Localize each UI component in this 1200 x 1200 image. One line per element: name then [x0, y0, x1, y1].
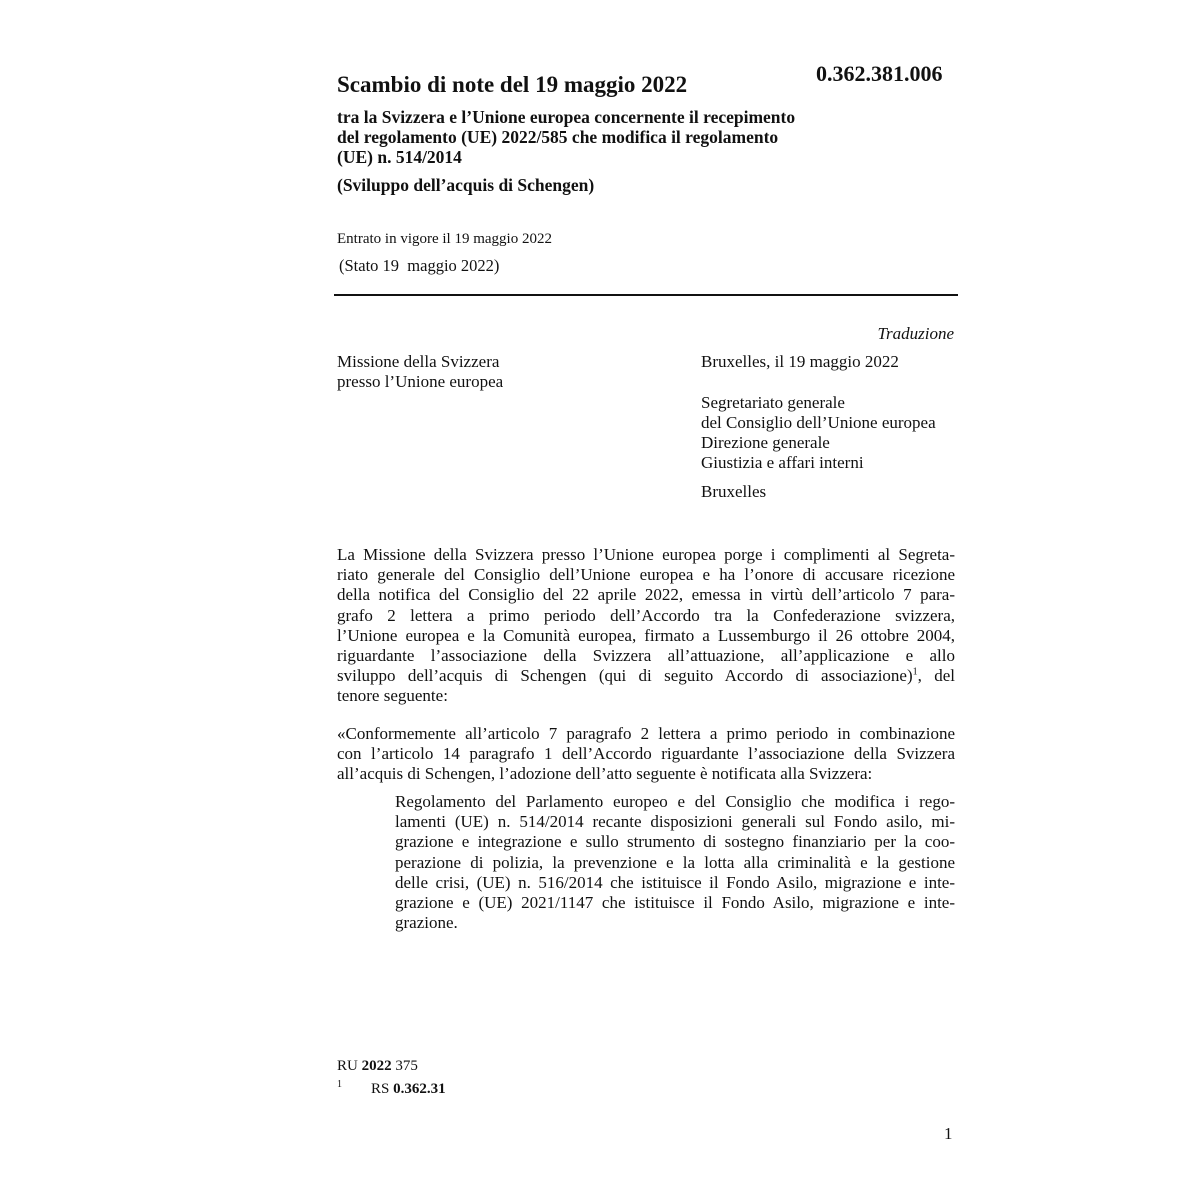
- ru-prefix: RU: [337, 1058, 358, 1074]
- quote-line: «Conformemente all’articolo 7 paragrafo 2 lettera a primo periodo in combinazione: [337, 724, 955, 743]
- body-paragraph: [337, 545, 955, 707]
- body-line: grafo 2 lettera a primo periodo dell’Accordo tra la Confederazione svizzera,: [337, 605, 955, 625]
- body-line-text: sviluppo dell’acquis di Schengen (qui di seguito Accordo di associazione): [337, 666, 913, 686]
- subtitle-line: tra la Svizzera e l’Unione europea concernente il recepimento: [337, 107, 796, 127]
- document-subtitle: [337, 107, 897, 167]
- quote-paragraph: [337, 724, 955, 785]
- ru-reference: [337, 1058, 418, 1075]
- recipient-line: Direzione generale: [701, 433, 830, 452]
- recipient-city: Bruxelles: [701, 482, 767, 501]
- footnote-link[interactable]: 0.362.31: [393, 1081, 446, 1097]
- regulation-paragraph: [395, 792, 955, 933]
- regulation-line: lamenti (UE) n. 514/2014 recante disposizioni generali sul Fondo asilo, mi-: [395, 812, 955, 832]
- recipient-line: Segretariato generale: [701, 393, 845, 412]
- footnote-reference[interactable]: 1: [912, 666, 918, 678]
- regulation-line: perazione di polizia, la prevenzione e la lotta alla criminalità e la gestione: [395, 852, 955, 872]
- regulation-line: grazione.: [395, 913, 458, 933]
- footnote: [337, 1079, 446, 1098]
- regulation-line: delle crisi, (UE) n. 516/2014 che istituisce il Fondo Asilo, migrazione e inte-: [395, 872, 955, 892]
- header-divider: [334, 294, 958, 296]
- recipient-address: [701, 393, 936, 473]
- body-line: tenore seguente:: [337, 686, 448, 706]
- footnote-prefix: RS: [371, 1081, 390, 1097]
- document-title: Scambio di note del 19 maggio 2022: [337, 72, 688, 97]
- sender-line: Missione della Svizzera: [337, 352, 500, 371]
- body-line: La Missione della Svizzera presso l’Unione europea porge i complimenti al Segreta-: [337, 545, 955, 564]
- regulation-line: grazione e (UE) 2021/1147 che istituisce il Fondo Asilo, migrazione e inte-: [395, 892, 955, 912]
- recipient-line: del Consiglio dell’Unione europea: [701, 413, 936, 432]
- regulation-line: grazione e integrazione e sullo strumento di sostegno finanziario per la coo-: [395, 832, 955, 852]
- body-line: della notifica del Consiglio del 22 aprile 2022, emessa in virtù dell’articolo 7 para-: [337, 585, 955, 605]
- body-line: riguardante l’associazione della Svizzera all’attuazione, all’applicazione e allo: [337, 645, 955, 665]
- place-date: Bruxelles, il 19 maggio 2022: [701, 352, 899, 371]
- sr-number: 0.362.381.006: [816, 61, 943, 86]
- regulation-line: Regolamento del Parlamento europeo e del Consiglio che modifica i rego-: [395, 792, 955, 811]
- quote-line: all’acquis di Schengen, l’adozione dell’atto seguente è notificata alla Svizzera:: [337, 764, 873, 784]
- state-date: (Stato 19 maggio 2022): [339, 256, 500, 275]
- body-line: [337, 666, 955, 686]
- entry-into-force: Entrato in vigore il 19 maggio 2022: [337, 231, 552, 247]
- body-line: l’Unione europea e la Comunità europea, firmato a Lussemburgo il 26 ottobre 2004,: [337, 625, 955, 645]
- translation-label: Traduzione: [877, 324, 954, 343]
- quote-line: con l’articolo 14 paragrafo 1 dell’Accordo riguardante l’associazione della Svizzera: [337, 744, 955, 764]
- subtitle-line: (UE) n. 514/2014: [337, 147, 462, 167]
- schengen-note: (Sviluppo dell’acquis di Schengen): [337, 175, 595, 195]
- ru-page: 375: [395, 1058, 418, 1074]
- ru-year: 2022: [361, 1058, 392, 1074]
- subtitle-line: del regolamento (UE) 2022/585 che modifica il regolamento: [337, 127, 779, 147]
- body-line-tail: , del: [917, 666, 955, 686]
- sender-line: presso l’Unione europea: [337, 372, 504, 391]
- recipient-line: Giustizia e affari interni: [701, 453, 864, 472]
- sender-address: [337, 352, 503, 392]
- page-number: 1: [944, 1124, 953, 1143]
- body-line: riato generale del Consiglio dell’Unione europea e ha l’onore di accusare ricezione: [337, 565, 955, 585]
- footnote-number: 1: [337, 1079, 342, 1090]
